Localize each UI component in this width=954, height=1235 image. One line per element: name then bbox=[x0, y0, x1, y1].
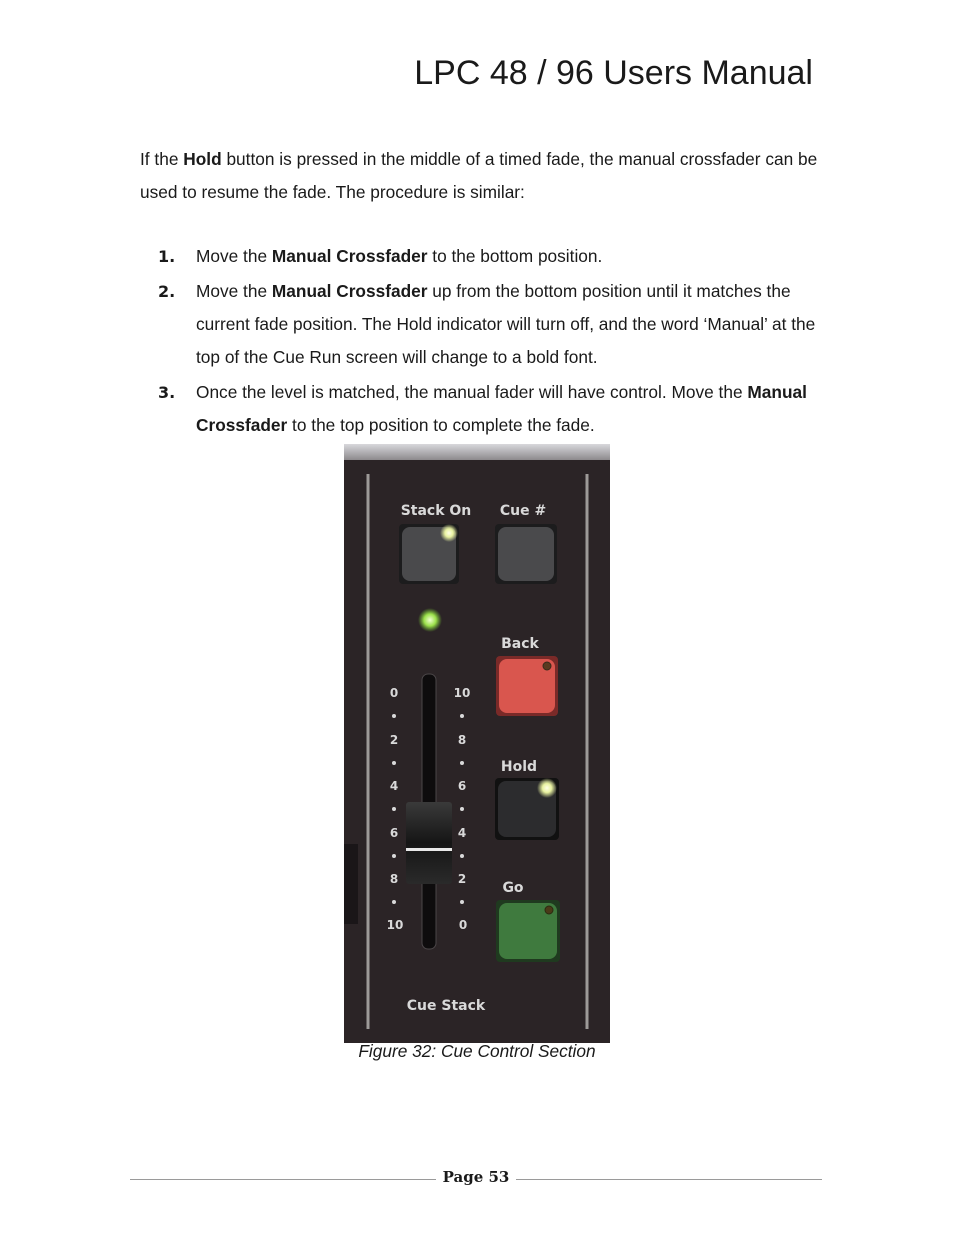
step-text: Move the bbox=[196, 246, 272, 266]
go-label: Go bbox=[502, 880, 524, 896]
scale-label: 4 bbox=[457, 826, 467, 840]
footer-rule-right bbox=[516, 1179, 822, 1180]
step-text: to the top position to complete the fade. bbox=[287, 415, 595, 435]
footer-rule-left bbox=[130, 1179, 436, 1180]
step-item bbox=[158, 376, 838, 442]
step-bold-text: Manual Crossfader bbox=[271, 281, 428, 301]
step-text: Once the level is matched, the manual fader will have control. Move the bbox=[196, 382, 748, 402]
stack-on-button[interactable] bbox=[399, 524, 459, 584]
step-number: 1. bbox=[158, 247, 176, 266]
cue-stack-label: Cue Stack bbox=[406, 998, 486, 1014]
adjacent-control bbox=[344, 844, 358, 924]
intro-text-end: button is pressed in the middle of a timed fade, the manual crossfader can be used to resume the fade. The procedure is similar: bbox=[140, 149, 818, 202]
hold-label: Hold bbox=[500, 759, 538, 775]
scale-label: 8 bbox=[389, 872, 399, 886]
intro-hold-word: Hold bbox=[183, 149, 222, 169]
fader-active-led bbox=[418, 608, 442, 632]
cue-number-button[interactable] bbox=[495, 524, 557, 584]
scale-label: 10 bbox=[386, 918, 404, 932]
intro-text-start: If the bbox=[140, 149, 184, 169]
back-label: Back bbox=[501, 636, 539, 652]
step-bold-text: Manual Crossfader bbox=[196, 382, 807, 435]
panel-top-edge bbox=[344, 444, 610, 460]
panel-background bbox=[344, 444, 610, 1043]
step-item bbox=[158, 240, 838, 273]
figure-caption: Figure 32: Cue Control Section bbox=[358, 1041, 596, 1061]
stack-on-label: Stack On bbox=[400, 503, 472, 519]
back-led bbox=[543, 662, 551, 670]
scale-label: 0 bbox=[389, 686, 399, 700]
scale-label: 0 bbox=[458, 918, 468, 932]
scale-label: 10 bbox=[453, 686, 471, 700]
hold-button[interactable] bbox=[495, 778, 559, 840]
procedure-steps bbox=[158, 240, 838, 444]
step-text: up from the bottom position until it matches the current fade position. The Hold indicator will turn off, and the word ‘Manual’ at the top of the Cue Run screen will change to a bold font. bbox=[196, 281, 816, 367]
go-button[interactable] bbox=[496, 900, 560, 962]
scale-label: 6 bbox=[389, 826, 399, 840]
step-item bbox=[158, 275, 838, 374]
cue-number-label: Cue # bbox=[499, 503, 547, 519]
scale-label: 4 bbox=[389, 779, 399, 793]
scale-label: 2 bbox=[389, 733, 399, 747]
fader-knob[interactable] bbox=[406, 802, 452, 884]
hold-led bbox=[537, 778, 557, 798]
go-led bbox=[545, 906, 553, 914]
step-number: 2. bbox=[158, 282, 176, 301]
page-number: Page 53 bbox=[442, 1168, 510, 1186]
intro-paragraph bbox=[140, 143, 830, 209]
step-bold-text: Manual Crossfader bbox=[271, 246, 428, 266]
back-button[interactable] bbox=[496, 656, 558, 716]
step-text: to the bottom position. bbox=[427, 246, 603, 266]
stack-on-led bbox=[440, 524, 458, 542]
step-text: Move the bbox=[196, 281, 272, 301]
step-number: 3. bbox=[158, 383, 176, 402]
document-title: LPC 48 / 96 Users Manual bbox=[414, 54, 813, 92]
scale-label: 6 bbox=[457, 779, 467, 793]
fader-knob-line bbox=[406, 848, 452, 851]
scale-label: 2 bbox=[457, 872, 467, 886]
page-footer bbox=[130, 1168, 822, 1190]
cue-control-photo bbox=[344, 444, 610, 1043]
scale-label: 8 bbox=[457, 733, 467, 747]
